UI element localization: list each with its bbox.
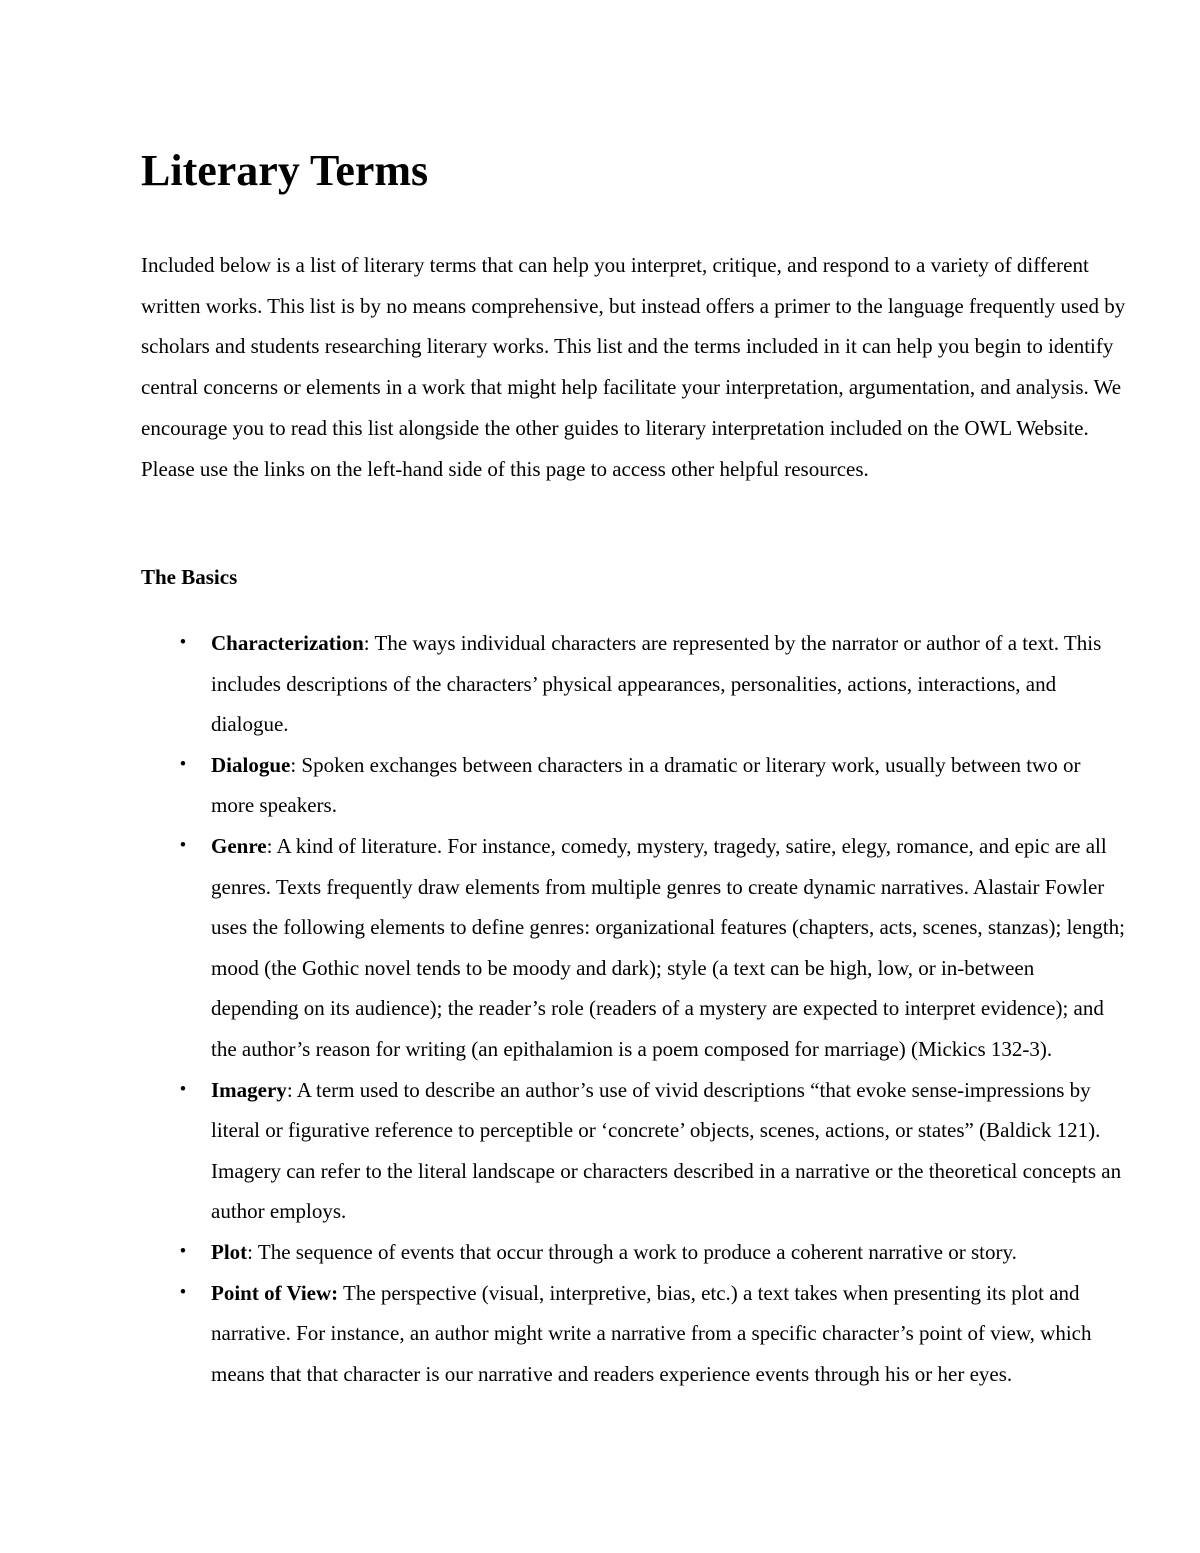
- bullet-icon: •: [179, 1281, 187, 1303]
- terms-list: [179, 623, 1126, 1394]
- list-item: [179, 1273, 1126, 1395]
- term-definition: : The ways individual characters are represented by the narrator or author of a text. This includes descriptions of the characters’ physical appearances, personalities, actions, interactions, and dialogue.: [211, 631, 1102, 737]
- term-name: Plot: [211, 1239, 248, 1264]
- term-definition: : The sequence of events that occur through a work to produce a coherent narrative or story.: [247, 1239, 1017, 1264]
- list-item: [179, 623, 1126, 745]
- page-title: Literary Terms: [141, 146, 429, 195]
- bullet-icon: •: [179, 834, 187, 856]
- term-name: Dialogue: [211, 752, 291, 777]
- term-definition: : A term used to describe an author’s use of vivid descriptions “that evoke sense-impressions by literal or figurative reference to perceptible or ‘concrete’ objects, scenes, actions, or states” (Baldick 121). Imagery can refer to the literal landscape or characters described in a narrative or the theoretical concepts an author employs.: [211, 1077, 1122, 1224]
- term-definition: The perspective (visual, interpretive, bias, etc.) a text takes when presenting its plot and narrative. For instance, an author might write a narrative from a specific character’s point of view, which means that that character is our narrative and readers experience events through his or her eyes.: [211, 1280, 1092, 1386]
- list-item: [179, 745, 1126, 826]
- list-item: [179, 1232, 1126, 1273]
- term-name: Characterization: [211, 631, 364, 655]
- bullet-icon: •: [179, 1240, 187, 1262]
- term-name: Genre: [211, 833, 267, 858]
- term-definition: : A kind of literature. For instance, comedy, mystery, tragedy, satire, elegy, romance, and epic are all genres. Texts frequently draw elements from multiple genres to create dynamic narratives. Alastair Fowler uses the following elements to define genres: organizational features (chapters, acts, scenes, stanzas); length; mood (the Gothic novel tends to be moody and dark); style (a text can be high, low, or in-between depending on its audience); the reader’s role (readers of a mystery are expected to interpret evidence); and the author’s reason for writing (an epithalamion is a poem composed for marriage) (Mickics 132-3).: [211, 833, 1125, 1061]
- term-name: Imagery: [211, 1077, 287, 1102]
- section-heading-basics: The Basics: [141, 565, 238, 589]
- list-item: [179, 826, 1126, 1070]
- term-definition: : Spoken exchanges between characters in a dramatic or literary work, usually between two or more speakers.: [211, 752, 1081, 818]
- bullet-icon: •: [179, 632, 187, 653]
- list-item: [179, 1070, 1126, 1232]
- bullet-icon: •: [179, 1078, 187, 1100]
- term-name: Point of View:: [211, 1280, 339, 1305]
- bullet-icon: •: [179, 753, 187, 775]
- intro-paragraph: Included below is a list of literary terms that can help you interpret, critique, and respond to a variety of different written works. This list is by no means comprehensive, but instead offers a primer to the language frequently used by scholars and students researching literary works. This list and the terms included in it can help you begin to identify central concerns or elements in a work that might help facilitate your interpretation, argumentation, and analysis. We encourage you to read this list alongside the other guides to literary interpretation included on the OWL Website. Please use the links on the left-hand side of this page to access other helpful resources.: [141, 253, 1126, 481]
